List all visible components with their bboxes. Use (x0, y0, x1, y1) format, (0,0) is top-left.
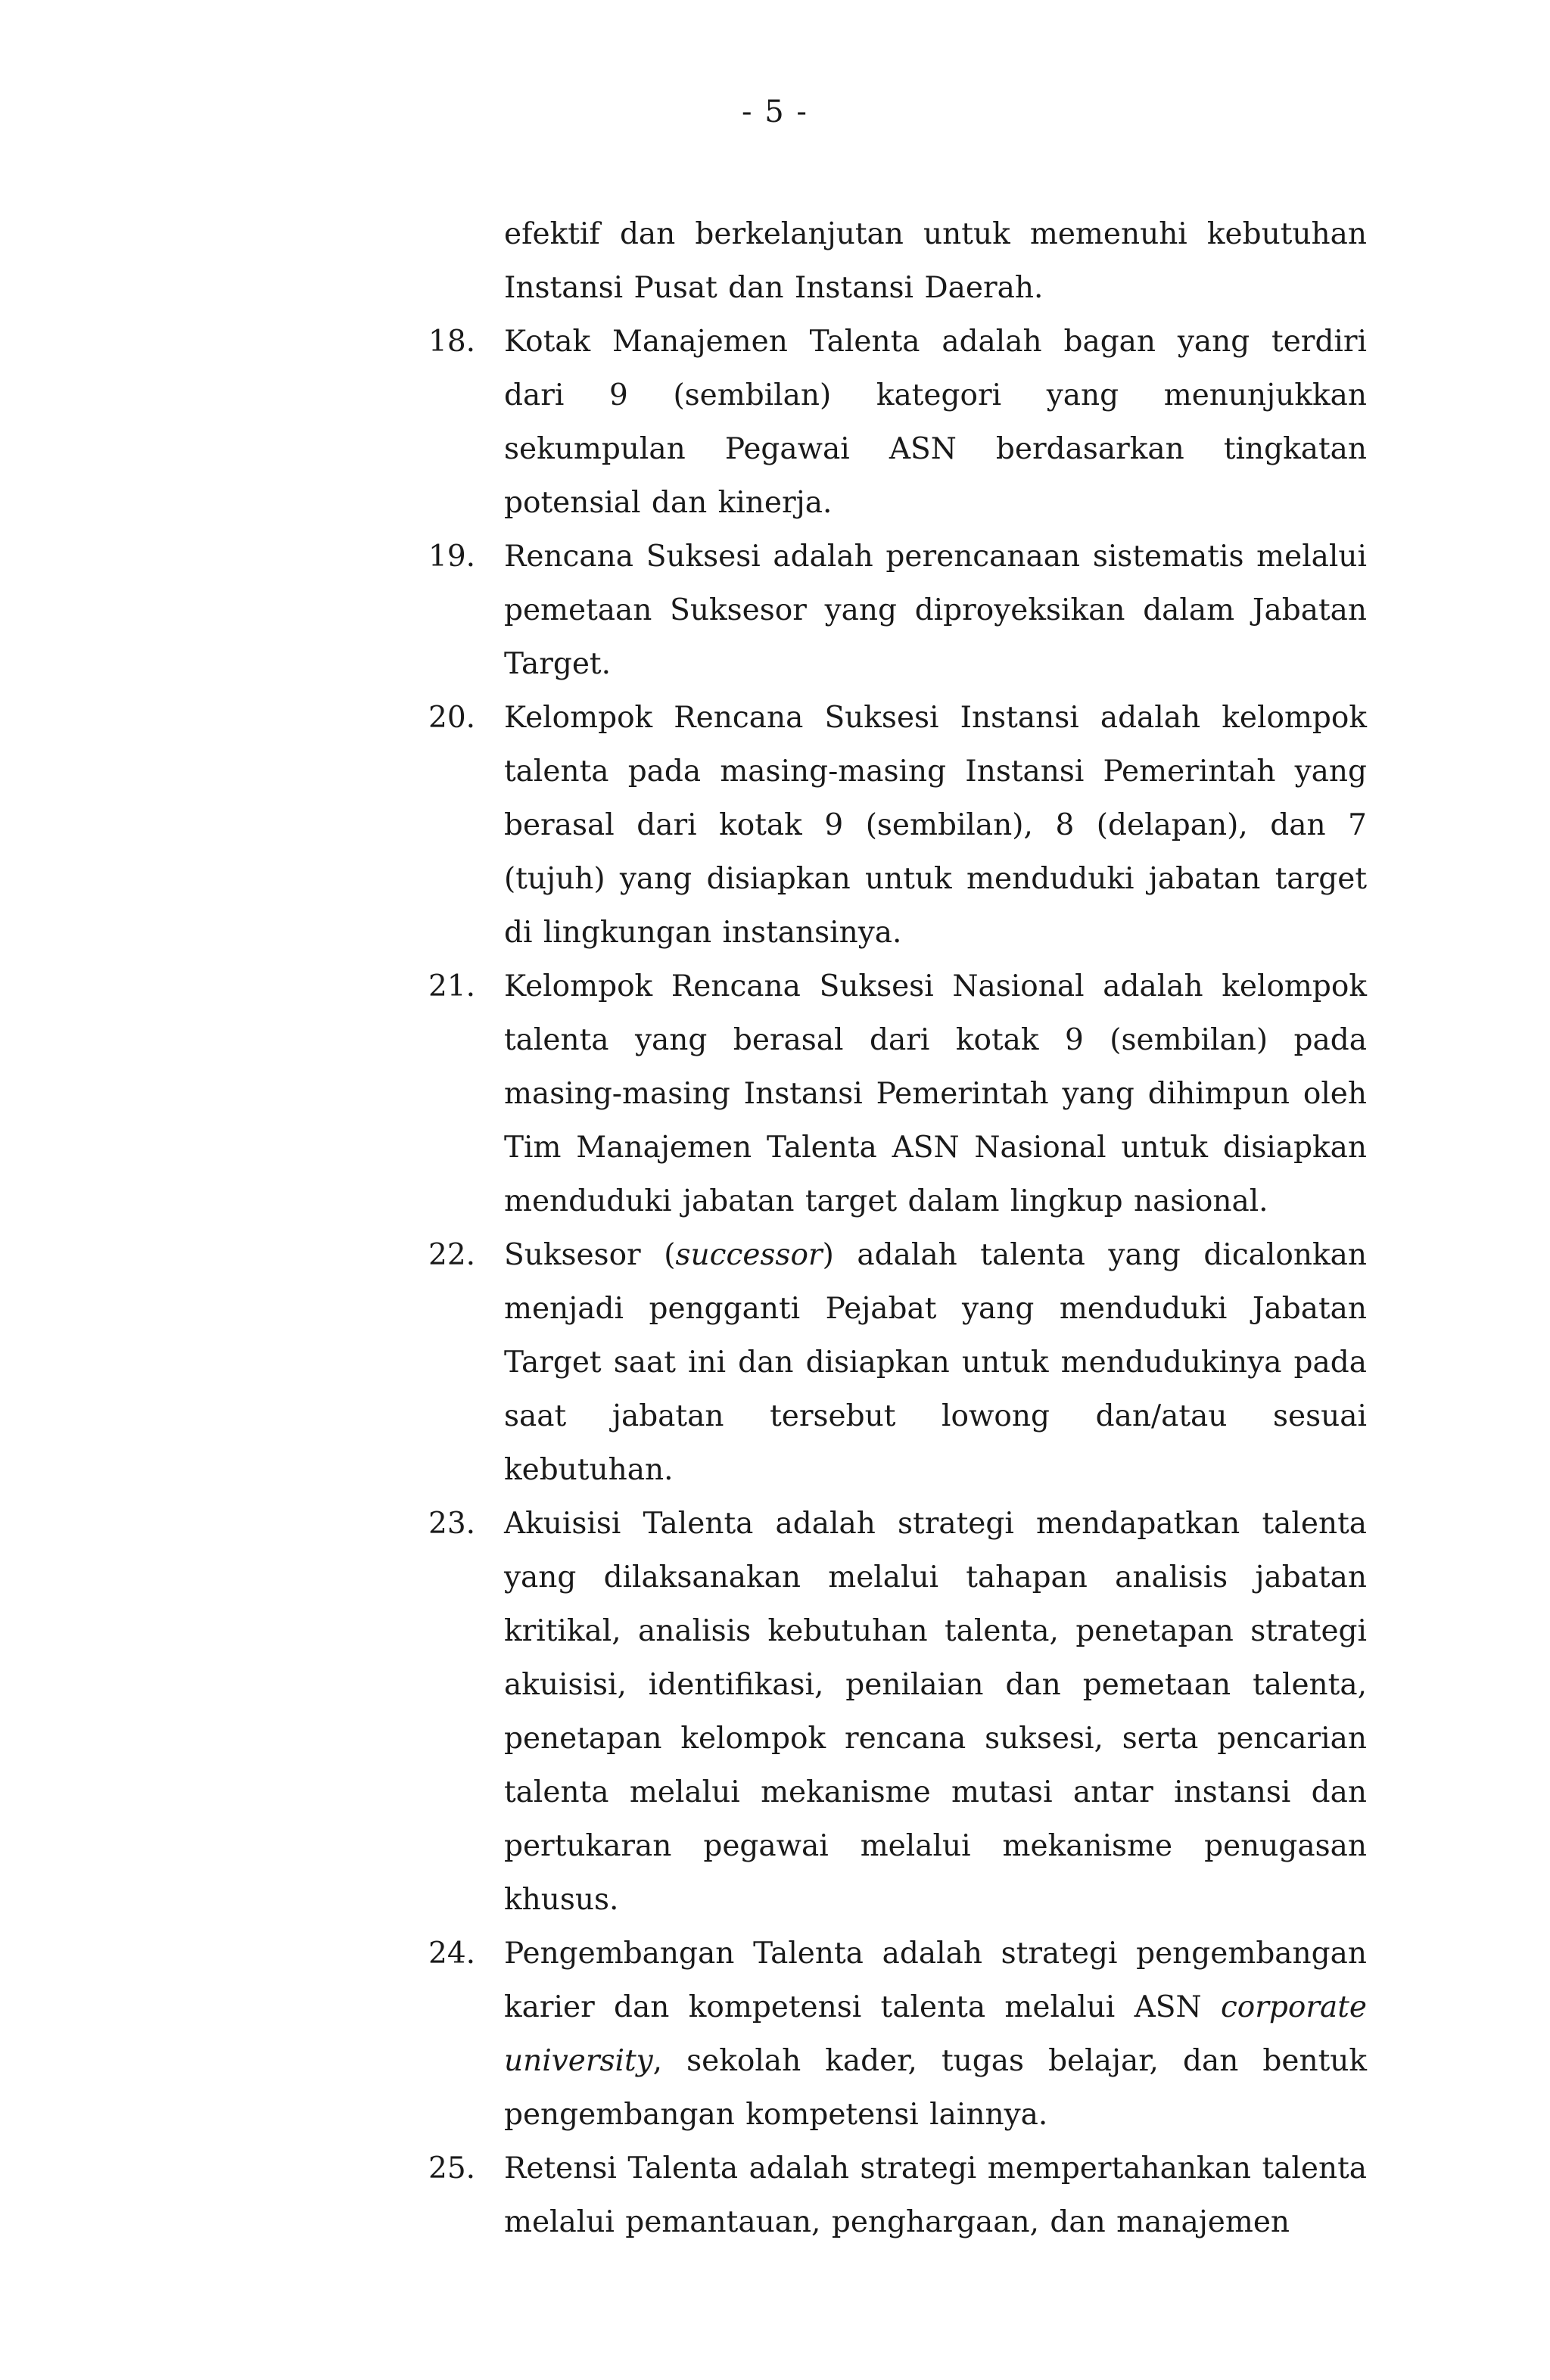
item-number: 25. (428, 2151, 476, 2186)
item-number: 19. (428, 540, 476, 574)
item-text-before: Suksesor ( (504, 1238, 676, 1272)
item-text (504, 1228, 1367, 1497)
list-item-21 (428, 960, 1367, 1228)
item-number: 20. (428, 701, 476, 735)
item-text: Kelompok Rencana Suksesi Nasional adalah kelompok talenta yang berasal dari kotak 9 (sembilan) pada masing-masing Instansi Pemerintah yang dihimpun oleh Tim Manajemen Talenta ASN Nasional untuk disiapkan menduduki jabatan target dalam lingkup nasional. (504, 969, 1367, 1218)
list-item-25 (428, 2142, 1367, 2249)
item-number: 23. (428, 1507, 476, 1541)
list-item-24 (428, 1927, 1367, 2142)
item-text: Kotak Manajemen Talenta adalah bagan yang terdiri dari 9 (sembilan) kategori yang menunjukkan sekumpulan Pegawai ASN berdasarkan tingkatan potensial dan kinerja. (504, 325, 1367, 520)
item-number: 18. (428, 325, 476, 359)
item-number: 21. (428, 969, 476, 1003)
list-item-22 (428, 1228, 1367, 1497)
list-item-23 (428, 1497, 1367, 1927)
list-item-continuation (428, 207, 1367, 315)
definition-list (428, 207, 1367, 2249)
item-text: efektif dan berkelanjutan untuk memenuhi kebutuhan Instansi Pusat dan Instansi Daerah. (504, 217, 1367, 305)
item-text-italic: corporate university (504, 1990, 1367, 2078)
item-text (504, 1927, 1367, 2142)
item-number: 24. (428, 1937, 476, 1971)
list-item-20 (428, 691, 1367, 960)
item-text-after: , sekolah kader, tugas belajar, dan bentuk pengembangan kompetensi lainnya. (504, 2044, 1367, 2132)
item-text: Rencana Suksesi adalah perencanaan sistematis melalui pemetaan Suksesor yang diproyeksikan dalam Jabatan Target. (504, 540, 1367, 681)
page-number: - 5 - (742, 95, 808, 129)
list-item-19 (428, 530, 1367, 691)
item-text-after: ) adalah talenta yang dicalonkan menjadi pengganti Pejabat yang menduduki Jabatan Target saat ini dan disiapkan untuk mendudukinya pada saat jabatan tersebut lowong dan/atau sesuai kebutuhan. (504, 1238, 1367, 1487)
item-text-italic: successor (675, 1238, 823, 1272)
list-item-18 (428, 315, 1367, 530)
item-text: Akuisisi Talenta adalah strategi mendapatkan talenta yang dilaksanakan melalui tahapan analisis jabatan kritikal, analisis kebutuhan talenta, penetapan strategi akuisisi, identifikasi, penilaian dan pemetaan talenta, penetapan kelompok rencana suksesi, serta pencarian talenta melalui mekanisme mutasi antar instansi dan pertukaran pegawai melalui mekanisme penugasan khusus. (504, 1507, 1367, 1917)
item-number: 22. (428, 1238, 476, 1272)
item-text-before: Pengembangan Talenta adalah strategi pengembangan karier dan kompetensi talenta melalui ASN (504, 1937, 1367, 2024)
item-text: Kelompok Rencana Suksesi Instansi adalah kelompok talenta pada masing-masing Instansi Pemerintah yang berasal dari kotak 9 (sembilan), 8 (delapan), dan 7 (tujuh) yang disiapkan untuk menduduki jabatan target di lingkungan instansinya. (504, 701, 1367, 950)
item-text: Retensi Talenta adalah strategi mempertahankan talenta melalui pemantauan, penghargaan, dan manajemen (504, 2151, 1367, 2239)
